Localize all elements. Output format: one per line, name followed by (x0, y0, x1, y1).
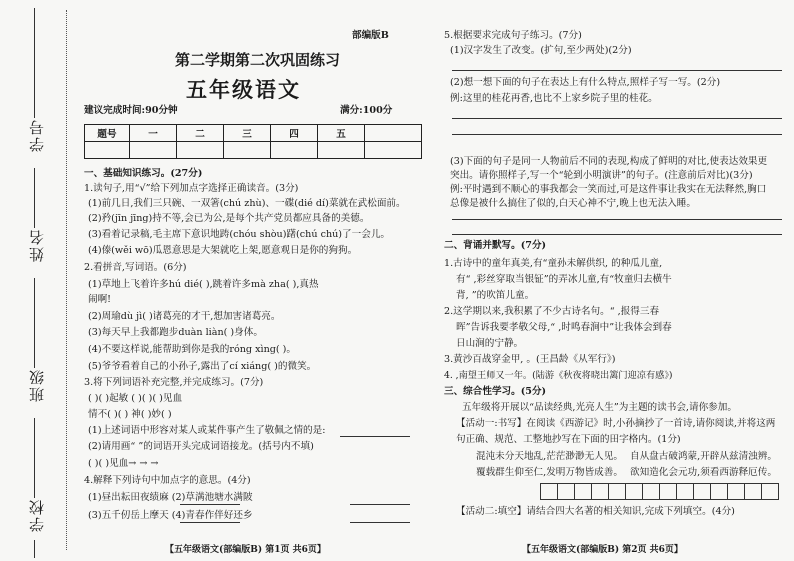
student-id-label: 学号 (28, 118, 46, 152)
score-cell[interactable] (177, 142, 224, 159)
answer-line[interactable] (180, 504, 240, 505)
section-2-heading: 二、背诵并默写。(7分) (444, 240, 547, 251)
subject-title: 五年级语文 (186, 77, 301, 102)
line (34, 540, 35, 558)
line (34, 278, 35, 368)
answer-line[interactable] (452, 234, 782, 235)
question-1: 1.读句子,用“√”给下列加点字选择正确读音。(3分) (84, 183, 299, 194)
score-cell: 题号 (85, 125, 130, 142)
question-4: 4.解释下列诗句中加点字的意思。(4分) (84, 475, 251, 486)
question-3-row-2: 情不( )( ) 神( )妙( ) (88, 409, 172, 420)
question-5-1: (1)汉字发生了改变。(扩句,至少两处)(2分) (450, 45, 632, 56)
question-2-3: (3)每天早上我都跑步duàn liàn( )身体。 (88, 327, 263, 338)
score-cell[interactable] (271, 142, 318, 159)
answer-line[interactable] (340, 436, 410, 437)
question-5-3d: 总像是被什么搞住了似的,白天心神不宁,晚上也无法入睡。 (450, 198, 696, 209)
activity-intro: 五年级将开展以“品读经典,光亮人生”为主题的读书会,请你参加。 (462, 402, 737, 413)
activity-2: 【活动二:填空】请结合四大名著的相关知识,完成下列填空。(4分) (456, 506, 735, 517)
full-score: 满分:100分 (340, 105, 393, 116)
binding-sidebar (0, 0, 80, 561)
question-5-3b: 突出。请你照样子,写一个“轮到小明演讲”的句子。(注意前后对比)(3分) (450, 170, 753, 181)
question-2-4: (4)不要这样说,能帮助到你是我的róng xìng( )。 (88, 344, 297, 355)
question-3-row-1: ( )( )起敏 ( )( )( )见血 (88, 393, 183, 404)
question-5-2-example: 例:这里的桂花再香,也比不上家乡院子里的桂花。 (450, 93, 658, 104)
time-note: 建议完成时间:90分钟 (84, 105, 178, 116)
question-5: 5.根据要求完成句子练习。(7分) (444, 30, 582, 41)
answer-line[interactable] (452, 219, 782, 220)
question-1-4: (4)傣(wěi wō)瓜恩意思是大架就吃上架,愿意观日是你的狗狗。 (88, 245, 358, 256)
question-2-5: (5)爷爷看着自己的小孙子,露出了cí xiáng( )的微笑。 (88, 361, 317, 372)
score-cell (365, 125, 422, 142)
question-4-row-1: (1)昼出耘田夜绩麻 (2)草满池塘水满陂 (88, 492, 253, 503)
question-2-2: (2)周瑜dù jì( )诸葛亮的才干,想加害诸葛亮。 (88, 311, 281, 322)
score-cell[interactable] (85, 142, 130, 159)
question-3-1: (1)上述词语中形容对某人或某件事产生了敬佩之情的是: (88, 425, 326, 436)
recite-3: 3.黄沙百战穿金甲, 。(王昌龄《从军行》) (444, 354, 616, 365)
answer-line[interactable] (350, 522, 410, 523)
school-label: 学校 (28, 498, 46, 532)
poem-line-1: 混沌未分天地乱,茫茫渺渺无人见。 (476, 451, 623, 462)
poem-line-3: 自从盘古破鸿蒙,开辟从兹清浊辨。 (630, 451, 777, 462)
question-4-row-2: (3)五千仞岳上摩天 (4)青春作伴好还乡 (88, 510, 253, 521)
question-2: 2.看拼音,写词语。(6分) (84, 262, 187, 273)
score-cell: 三 (224, 125, 271, 142)
exam-title: 第二学期第二次巩固练习 (175, 51, 341, 69)
section-1-heading: 一、基础知识练习。(27分) (84, 168, 203, 179)
question-1-3: (3)看着记录稿,毛主席下意识地踌(chóu shòu)躇(chú chú)了一会儿。 (88, 229, 391, 240)
cut-line (66, 10, 67, 550)
recite-2b: 晖”告诉我要孝敬父母,“ ,时鸣春涧中”让我体会到春 (456, 322, 672, 333)
class-label: 班级 (28, 368, 46, 402)
question-5-3c: 例:平时遇到不顺心的事我都会一笑而过,可是这件事让我实在无法释然,胸口 (450, 184, 767, 195)
page-footer-2: 【五年级语文(部编版B) 第2页 共6页】 (522, 545, 683, 555)
answer-line[interactable] (452, 134, 782, 135)
score-cell: 二 (177, 125, 224, 142)
recite-1b: 有“ ,彩丝穿取当银钲”的弄冰儿童,有“牧童归去横牛 (456, 274, 672, 285)
line (34, 418, 35, 498)
edition-label: 部编版B (352, 30, 389, 41)
question-5-2: (2)想一想下面的句子在表达上有什么特点,照样子写一写。(2分) (450, 77, 721, 88)
score-table (84, 124, 422, 159)
recite-2a: 2.这学期以来,我积累了不少古诗名句。“ ,报得三春 (444, 306, 660, 317)
question-3: 3.将下列词语补充完整,并完成练习。(7分) (84, 377, 264, 388)
score-cell[interactable] (318, 142, 365, 159)
activity-1a: 【活动一:书写】在阅读《西游记》时,小孙摘抄了一首诗,请你阅读,并将这两 (456, 418, 776, 429)
score-cell: 五 (318, 125, 365, 142)
question-1-1: (1)前几日,我们三只碗、一双箸(chú zhù)、一碟(dié dí)菜就在武松面前。 (88, 198, 406, 209)
question-3-2: (2)请用画“ ”的词语开头完成词语接龙。(括号内不填) (88, 441, 314, 452)
score-cell[interactable] (130, 142, 177, 159)
recite-1a: 1.古诗中的童年真美,有“童孙未解供织, 的种瓜儿童, (444, 258, 663, 269)
name-label: 姓名 (28, 228, 46, 262)
line (34, 8, 35, 118)
answer-line[interactable] (180, 522, 240, 523)
line (34, 168, 35, 228)
question-2-1b: 闹啊! (88, 294, 112, 305)
question-3-row-3: ( )( )见血→ → → (88, 458, 159, 469)
writing-grid[interactable] (540, 483, 778, 500)
answer-line[interactable] (452, 118, 782, 119)
answer-line[interactable] (452, 70, 782, 71)
answer-line[interactable] (350, 504, 410, 505)
question-2-1: (1)草地上飞着许多hú dié( ),跳着许多mà zha( ),真热 (88, 279, 319, 290)
score-cell[interactable] (365, 142, 422, 159)
question-5-3a: (3)下面的句子是同一人物前后不同的表现,构成了鲜明的对比,使表达效果更 (450, 156, 768, 167)
activity-1b: 句正确、规范、工整地抄写在下面的田字格内。(1分) (456, 434, 681, 445)
question-1-2: (2)矜(jīn jīng)持不等,会已为公,是每个共产党员都应具备的美德。 (88, 213, 370, 224)
score-cell: 四 (271, 125, 318, 142)
recite-4: 4. ,南望王师又一年。(陆游《秋夜将晓出篱门迎凉有感》) (444, 370, 673, 381)
page-footer-1: 【五年级语文(部编版B) 第1页 共6页】 (165, 545, 326, 555)
recite-1c: 背, ”的吹笛儿童。 (456, 290, 535, 301)
score-cell[interactable] (224, 142, 271, 159)
poem-line-4: 欲知造化会元功,须看西游释厄传。 (630, 467, 777, 478)
score-cell: 一 (130, 125, 177, 142)
poem-line-2: 覆载群生仰至仁,发明万物皆成善。 (476, 467, 623, 478)
recite-2c: 日山涧的宁静。 (456, 338, 524, 349)
section-3-heading: 三、综合性学习。(5分) (444, 386, 547, 397)
